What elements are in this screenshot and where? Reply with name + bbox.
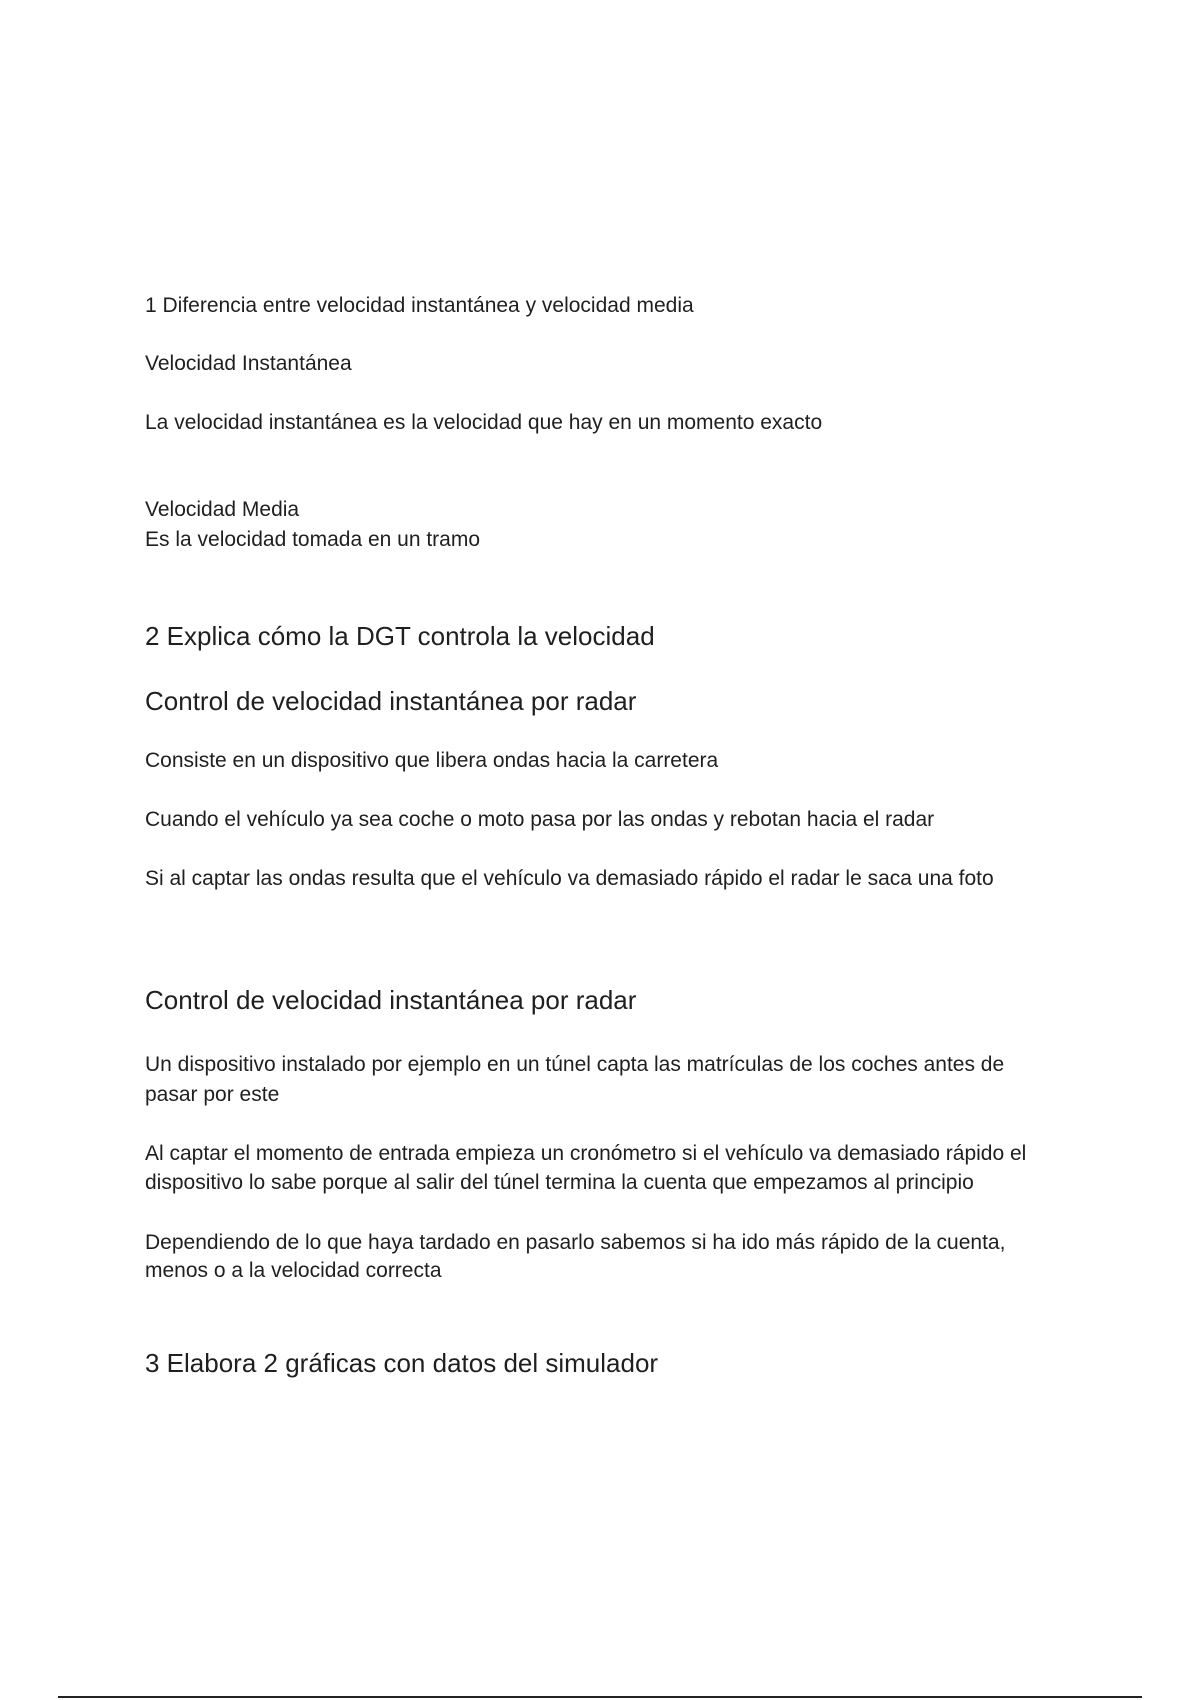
radar-paragraph-2: Cuando el vehículo ya sea coche o moto pasa por las ondas y rebotan hacia el radar	[145, 808, 935, 831]
tunnel-paragraph-1-line-1: Un dispositivo instalado por ejemplo en un túnel capta las matrículas de los coches antes de	[145, 1053, 1005, 1076]
instant-velocity-text: La velocidad instantánea es la velocidad que hay en un momento exacto	[145, 411, 823, 434]
radar-paragraph-3: Si al captar las ondas resulta que el vehículo va demasiado rápido el radar le saca una foto	[145, 867, 994, 890]
tunnel-subheading: Control de velocidad instantánea por radar	[145, 985, 637, 1015]
tunnel-paragraph-3-line-2: menos o a la velocidad correcta	[145, 1259, 442, 1282]
section1-heading: 1 Diferencia entre velocidad instantánea y velocidad media	[145, 294, 694, 317]
radar-paragraph-1: Consiste en un dispositivo que libera ondas hacia la carretera	[145, 749, 719, 772]
tunnel-paragraph-1-line-2: pasar por este	[145, 1083, 280, 1106]
mean-velocity-text: Es la velocidad tomada en un tramo	[145, 528, 481, 551]
section3-heading: 3 Elabora 2 gráficas con datos del simulador	[145, 1348, 659, 1378]
page-bottom-divider	[58, 1696, 1142, 1698]
section2-heading: 2 Explica cómo la DGT controla la velocidad	[145, 621, 655, 651]
tunnel-paragraph-2-line-1: Al captar el momento de entrada empieza un cronómetro si el vehículo va demasiado rápido el	[145, 1142, 1027, 1165]
radar-subheading: Control de velocidad instantánea por radar	[145, 686, 637, 716]
instant-velocity-title: Velocidad Instantánea	[145, 352, 352, 375]
tunnel-paragraph-3-line-1: Dependiendo de lo que haya tardado en pasarlo sabemos si ha ido más rápido de la cuenta,	[145, 1231, 1006, 1254]
tunnel-paragraph-2-line-2: dispositivo lo sabe porque al salir del túnel termina la cuenta que empezamos al principio	[145, 1171, 974, 1194]
mean-velocity-title: Velocidad Media	[145, 498, 300, 521]
